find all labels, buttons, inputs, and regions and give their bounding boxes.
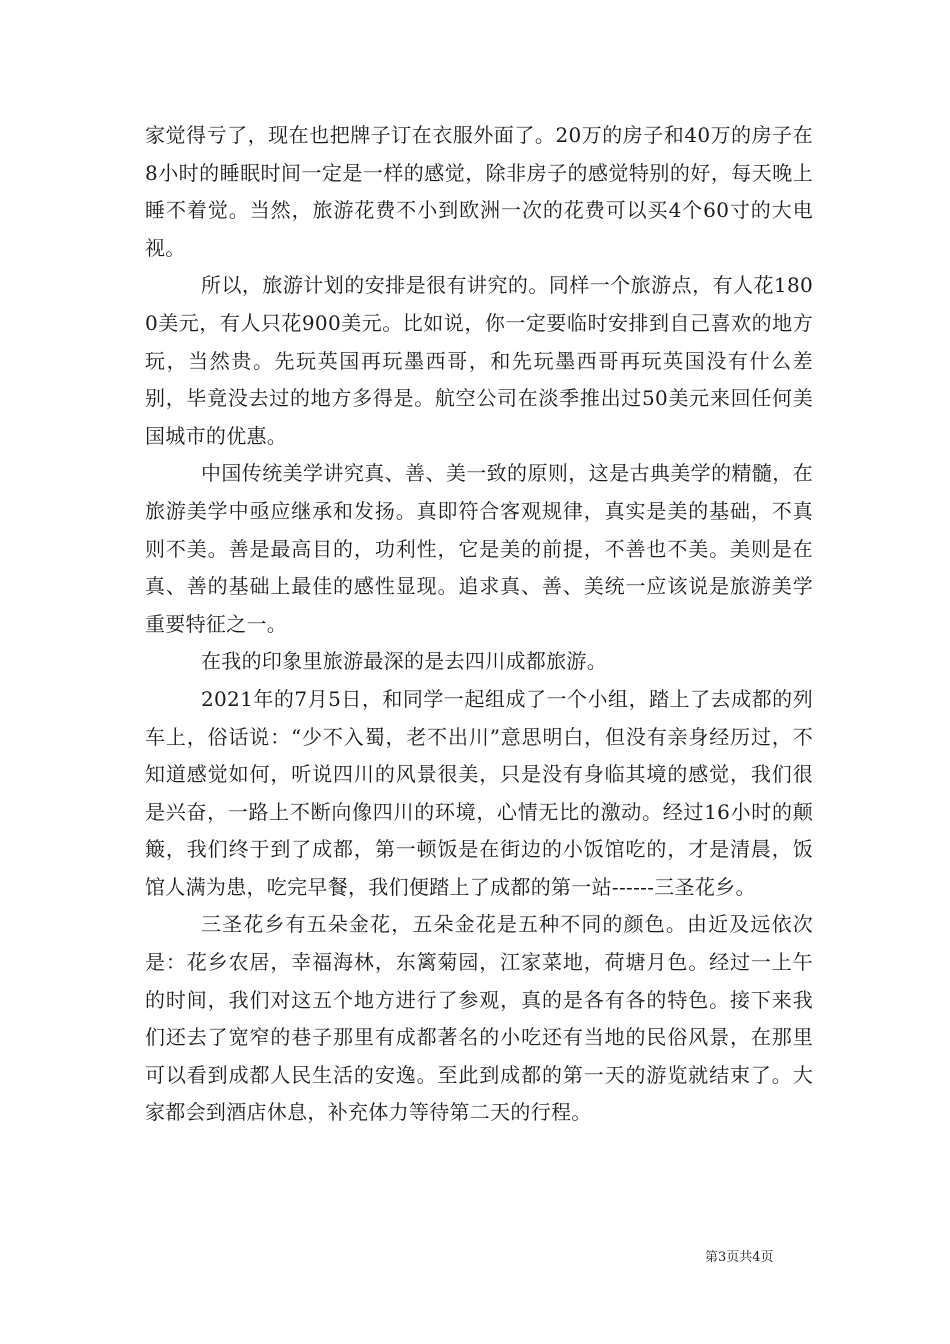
paragraph-5: 2021年的7月5日，和同学一起组成了一个小组，踏上了去成都的列车上，俗话说：“少不入蜀，老不出川”意思明白，但没有亲身经历过，不知道感觉如何，听说四川的风景很美，只是没有身临其境的感觉，我们很是兴奋，一路上不断向像四川的环境，心情无比的激动。经过16小时的颠簸，我们终于到了成都，第一顿饭是在街边的小饭馆吃的，才是清晨，饭馆人满为患，吃完早餐，我们便踏上了成都的第一站------三圣花乡。 (145, 686, 813, 899)
paragraph-4: 在我的印象里旅游最深的是去四川成都旅游。 (201, 649, 607, 674)
paragraph-6: 三圣花乡有五朵金花，五朵金花是五种不同的颜色。由近及远依次是：花乡农居，幸福海林，东篱菊园，江家菜地，荷塘月色。经过一上午的时间，我们对这五个地方进行了参观，真的是各有各的特色。接下来我们还去了宽窄的巷子那里有成都著名的小吃还有当地的民俗风景，在那里可以看到成都人民生活的安逸。至此到成都的第一天的游览就结束了。大家都会到酒店休息，补充体力等待第二天的行程。 (145, 912, 813, 1125)
paragraph-2: 所以，旅游计划的安排是很有讲究的。同样一个旅游点，有人花1800美元，有人只花900美元。比如说，你一定要临时安排到自己喜欢的地方玩，当然贵。先玩英国再玩墨西哥，和先玩墨西哥再玩英国没有什么差别，毕竟没去过的地方多得是。航空公司在淡季推出过50美元来回任何美国城市的优惠。 (145, 273, 813, 448)
document-body (145, 117, 813, 1132)
paragraph-3: 中国传统美学讲究真、善、美一致的原则，这是古典美学的精髓，在旅游美学中亟应继承和发扬。真即符合客观规律，真实是美的基础，不真则不美。善是最高目的，功利性，它是美的前提，不善也不美。美则是在真、善的基础上最佳的感性显现。追求真、善、美统一应该说是旅游美学重要特征之一。 (145, 461, 813, 636)
page-number-footer: 第3页共4页 (705, 1250, 774, 1265)
paragraph-1: 家觉得亏了，现在也把牌子订在衣服外面了。20万的房子和40万的房子在8小时的睡眠时间一定是一样的感觉，除非房子的感觉特别的好，每天晚上睡不着觉。当然，旅游花费不小到欧洲一次的花费可以买4个60寸的大电视。 (145, 123, 813, 260)
